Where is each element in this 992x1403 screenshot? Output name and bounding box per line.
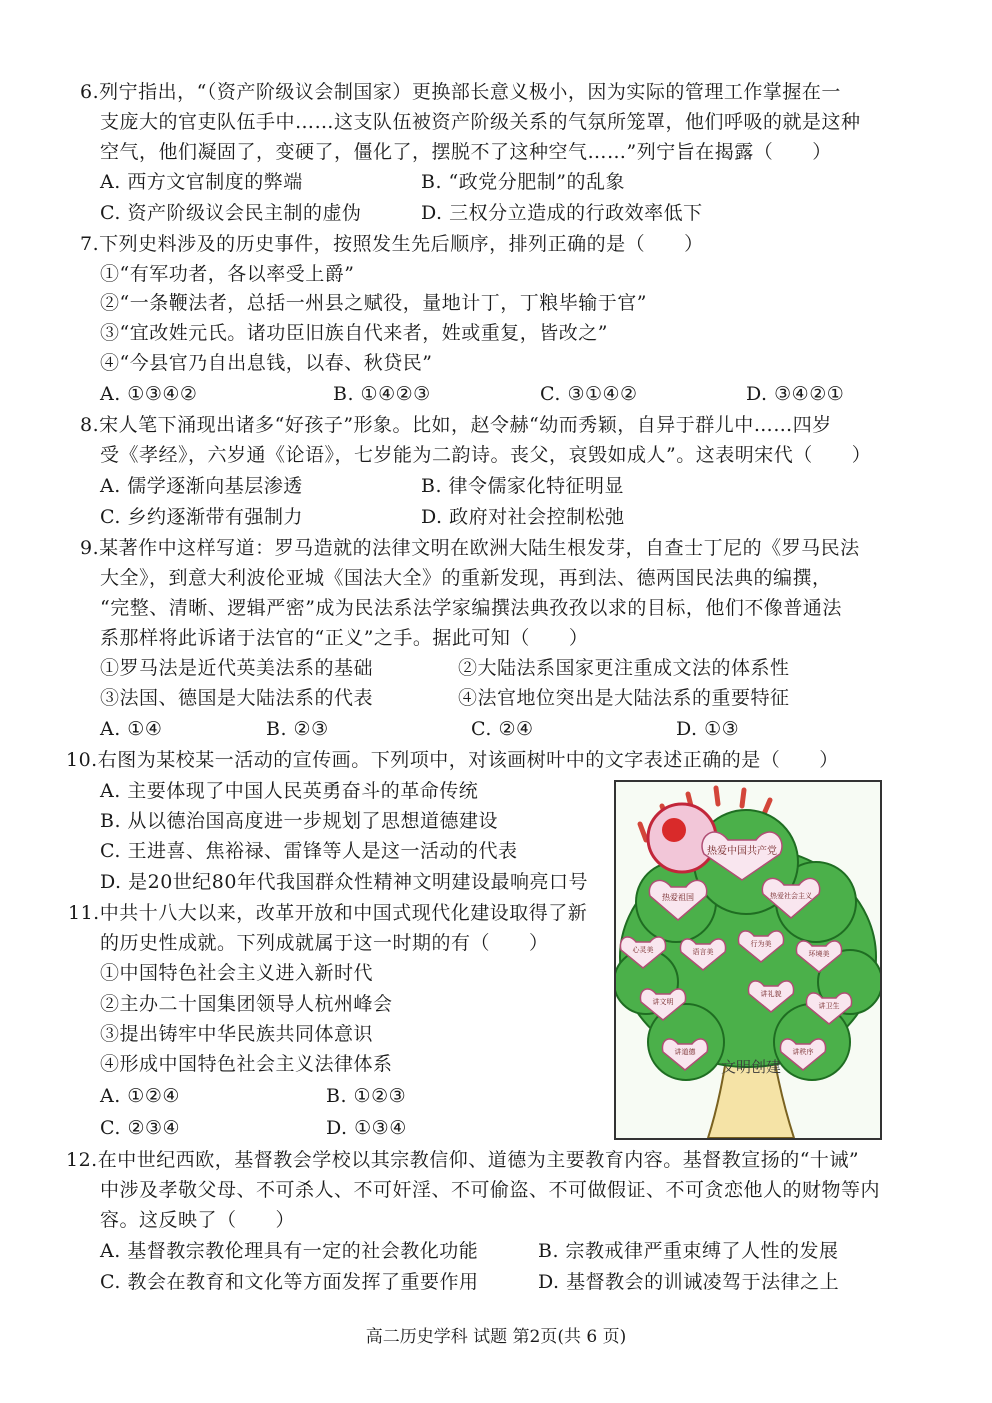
- poster-illustration: [616, 782, 880, 1138]
- q7-item-2: ②“一条鞭法者，总括一州县之赋役，量地计丁，丁粮毕输于官”: [100, 292, 647, 314]
- q11-stem-line-1: 11.中共十八大以来，改革开放和中国式现代化建设取得了新: [68, 902, 588, 924]
- q6-option-d: D. 三权分立造成的行政效率低下: [421, 202, 703, 224]
- q7-item-1: ①“有军功者，各以率受上爵”: [100, 263, 355, 285]
- page-footer: 高二历史学科 试题 第2页(共 6 页): [365, 1327, 627, 1347]
- q9-option-a: A. ①④: [100, 718, 163, 740]
- q11-option-c: C. ②③④: [100, 1117, 181, 1139]
- q11-option-d: D. ①③④: [326, 1117, 407, 1139]
- q11-item-2: ②主办二十国集团领导人杭州峰会: [100, 993, 393, 1015]
- q12-stem-line-1: 12.在中世纪西欧，基督教会学校以其宗教信仰、道德为主要教育内容。基督教宣扬的“十诫”: [66, 1149, 860, 1171]
- q8-option-a: A. 儒学逐渐向基层渗透: [100, 475, 303, 497]
- leaf-label-party: 热爱中国共产党: [707, 846, 777, 857]
- q9-stem-line-1: 9.某著作中这样写道：罗马造就的法律文明在欧洲大陆生根发芽，自查士丁尼的《罗马民法: [80, 537, 860, 559]
- q8-option-b: B. 律令儒家化特征明显: [421, 475, 625, 497]
- q9-item-1: ①罗马法是近代英美法系的基础: [100, 657, 374, 679]
- q12-option-a: A. 基督教宗教伦理具有一定的社会教化功能: [100, 1240, 479, 1262]
- leaf-label-behavior: 行为美: [750, 940, 772, 948]
- q11-item-1: ①中国特色社会主义进入新时代: [100, 962, 374, 984]
- q10-stem: 10.右图为某校某一活动的宣传画。下列项中，对该画树叶中的文字表述正确的是（ ）: [66, 749, 839, 771]
- leaf-label-environment: 环境美: [808, 950, 830, 958]
- leaf-label-socialism: 热爱社会主义: [770, 892, 812, 900]
- q9-option-c: C. ②④: [471, 718, 534, 740]
- q9-option-d: D. ①③: [676, 718, 740, 740]
- trunk-label: 文明创建: [720, 1058, 782, 1076]
- q9-item-4: ④法官地位突出是大陆法系的重要特征: [458, 687, 790, 709]
- q6-option-b: B. “政党分肥制”的乱象: [421, 171, 625, 193]
- q8-option-d: D. 政府对社会控制松弛: [421, 506, 625, 528]
- q7-option-d: D. ③④②①: [746, 383, 845, 405]
- q8-stem-line-2: 受《孝经》，六岁通《论语》，七岁能为二韵诗。丧父，哀毁如成人”。这表明宋代（ ）: [100, 444, 872, 466]
- q11-stem-line-2: 的历史性成就。下列成就属于这一时期的有（ ）: [100, 932, 549, 954]
- q7-option-c: C. ③①④②: [540, 383, 638, 405]
- q12-stem-line-2: 中涉及孝敬父母、不可杀人、不可奸淫、不可偷盗、不可做假证、不可贪恋他人的财物等内: [100, 1179, 881, 1201]
- q9-stem-line-4: 系那样将此诉诸于法官的“正义”之手。据此可知（ ）: [100, 627, 589, 649]
- leaf-label-civility: 讲文明: [652, 998, 674, 1006]
- q9-item-3: ③法国、德国是大陆法系的代表: [100, 687, 374, 709]
- civilization-poster: [614, 780, 882, 1140]
- leaf-label-heart: 心灵美: [632, 946, 654, 954]
- q7-item-4: ④“今县官乃自出息钱，以春、秋贷民”: [100, 352, 433, 374]
- q6-option-a: A. 西方文官制度的弊端: [100, 171, 303, 193]
- leaf-label-hygiene: 讲卫生: [818, 1002, 840, 1010]
- q10-option-a: A. 主要体现了中国人民英勇奋斗的革命传统: [100, 780, 479, 802]
- q8-stem-line-1: 8.宋人笔下涌现出诸多“好孩子”形象。比如，赵令赫“幼而秀颖，自异于群儿中……四岁: [80, 414, 832, 436]
- q11-item-3: ③提出铸牢中华民族共同体意识: [100, 1023, 374, 1045]
- q9-item-2: ②大陆法系国家更注重成文法的体系性: [458, 657, 790, 679]
- leaf-label-courtesy: 讲礼貌: [760, 990, 782, 998]
- q6-option-c: C. 资产阶级议会民主制的虚伪: [100, 202, 362, 224]
- q12-option-c: C. 教会在教育和文化等方面发挥了重要作用: [100, 1271, 479, 1293]
- q12-option-b: B. 宗教戒律严重束缚了人性的发展: [538, 1240, 839, 1262]
- leaf-label-order: 讲秩序: [792, 1048, 814, 1056]
- q7-stem: 7.下列史料涉及的历史事件，按照发生先后顺序，排列正确的是（ ）: [80, 233, 704, 255]
- q10-option-c: C. 王进喜、焦裕禄、雷锋等人是这一活动的代表: [100, 840, 518, 862]
- q7-option-b: B. ①④②③: [333, 383, 431, 405]
- q10-option-b: B. 从以德治国高度进一步规划了思想道德建设: [100, 810, 499, 832]
- leaf-label-motherland: 热爱祖国: [662, 893, 694, 902]
- q9-stem-line-3: “完整、清晰、逻辑严密”成为民法系法学家编撰法典孜孜以求的目标，他们不像普通法: [100, 597, 842, 619]
- q12-option-d: D. 基督教会的训诫凌驾于法律之上: [538, 1271, 840, 1293]
- q6-stem-line-3: 空气，他们凝固了，变硬了，僵化了，摆脱不了这种空气……”列宁旨在揭露（ ）: [100, 141, 832, 163]
- q9-stem-line-2: 大全》，到意大利波伦亚城《国法大全》的重新发现，再到法、德两国民法典的编撰，: [100, 567, 832, 589]
- q10-option-d: D. 是20世纪80年代我国群众性精神文明建设最响亮口号: [100, 871, 588, 893]
- q11-item-4: ④形成中国特色社会主义法律体系: [100, 1053, 393, 1075]
- q8-option-c: C. 乡约逐渐带有强制力: [100, 506, 303, 528]
- q9-option-b: B. ②③: [266, 718, 329, 740]
- leaf-label-language: 语言美: [692, 948, 714, 956]
- q6-stem-line-1: 6.列宁指出，“（资产阶级议会制国家）更换部长意义极小，因为实际的管理工作掌握在一: [80, 81, 841, 103]
- q7-item-3: ③“宜改姓元氏。诸功臣旧族自代来者，姓或重复，皆改之”: [100, 322, 608, 344]
- q11-option-a: A. ①②④: [100, 1085, 180, 1107]
- q11-option-b: B. ①②③: [326, 1085, 407, 1107]
- q6-stem-line-2: 支庞大的官吏队伍手中……这支队伍被资产阶级关系的气氛所笼罩，他们呼吸的就是这种: [100, 111, 861, 133]
- sun-center: [662, 818, 686, 842]
- leaf-label-morality: 讲道德: [674, 1048, 696, 1056]
- q12-stem-line-3: 容。这反映了（ ）: [100, 1209, 296, 1231]
- q7-option-a: A. ①③④②: [100, 383, 198, 405]
